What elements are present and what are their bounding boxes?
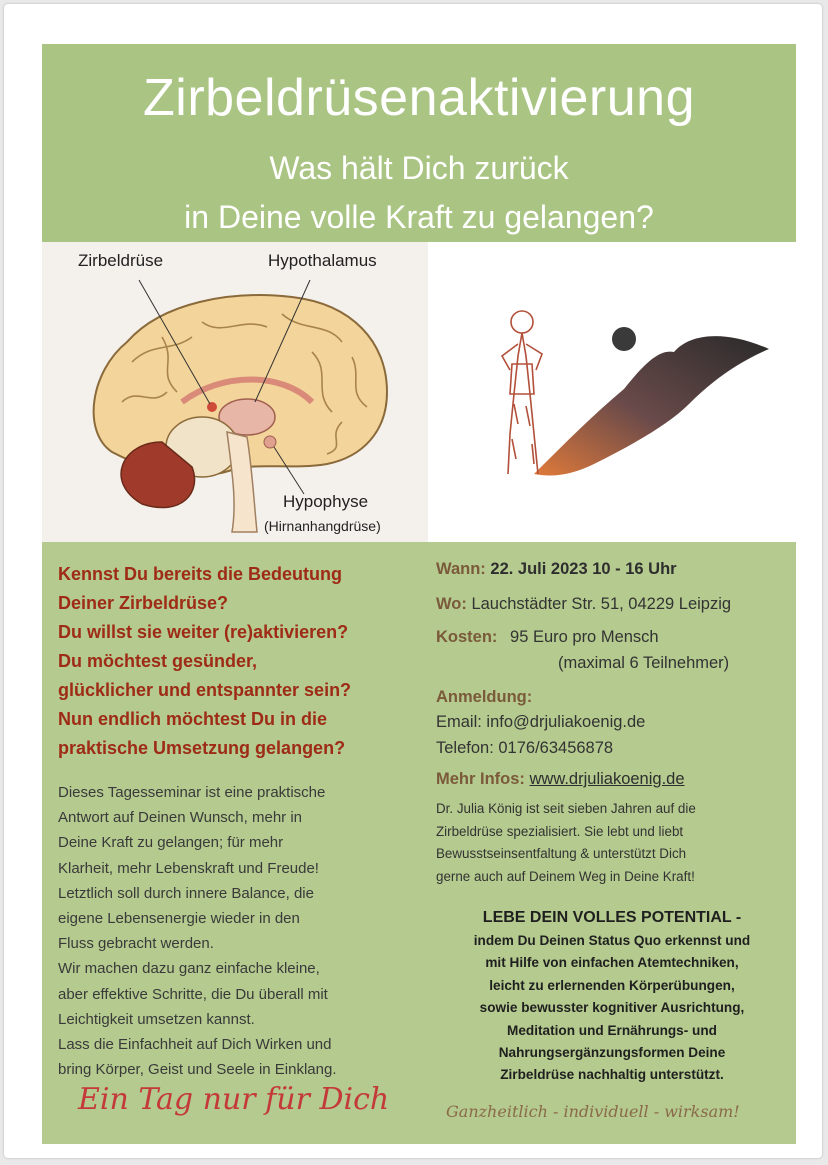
info-label: Mehr Infos: [436, 770, 525, 788]
potential-line: Zirbeldrüse nachhaltig unterstützt. [500, 1067, 724, 1083]
location-value: Lauchstädter Str. 51, 04229 Leipzig [471, 595, 732, 613]
description-line: Klarheit, mehr Lebenskraft und Freude! [58, 859, 319, 877]
potential-line: sowie bewusster kognitiver Ausrichtung, [479, 1000, 745, 1016]
cost-row [436, 628, 659, 647]
potential-line: Meditation und Ernährungs- und [507, 1022, 717, 1038]
description-line: Wir machen dazu ganz einfache kleine, [58, 960, 320, 978]
question-line: Du möchtest gesünder, [58, 651, 258, 671]
potential-line: mit Hilfe von einfachen Atemtechniken, [485, 955, 739, 971]
cost-value: 95 Euro pro Mensch [510, 628, 659, 646]
phone-contact[interactable]: Telefon: 0176/63456878 [436, 739, 614, 757]
tagline: Ein Tag nur für Dich [78, 1082, 390, 1117]
brain-diagram [42, 242, 428, 542]
subtitle-line-1: Was hält Dich zurück [269, 150, 569, 186]
location-row [436, 595, 731, 614]
description-line: Lass die Einfachheit auf Dich Wirken und [58, 1036, 332, 1054]
description-line: Antwort auf Deinen Wunsch, mehr in [58, 809, 303, 827]
question-line: Nun endlich möchtest Du in die [58, 709, 328, 729]
cost-label: Kosten: [436, 628, 498, 646]
seminar-description [58, 780, 418, 1082]
description-line: aber effektive Schritte, die Du überall mit [58, 985, 328, 1003]
description-line: bring Körper, Geist und Seele in Einklang. [58, 1061, 337, 1079]
header-banner [42, 44, 796, 242]
question-line: praktische Umsetzung gelangen? [58, 738, 346, 758]
description-line: Fluss gebracht werden. [58, 935, 214, 953]
potential-line: Nahrungsergänzungsformen Deine [498, 1045, 726, 1061]
right-details-panel [428, 542, 796, 1144]
label-pituitary: Hypophyse [283, 492, 369, 511]
label-pituitary-alt: (Hirnanhangdrüse) [264, 518, 381, 534]
bio-line: Dr. Julia König ist seit sieben Jahren auf die [436, 801, 696, 816]
date-row [436, 560, 677, 579]
cost-note: (maximal 6 Teilnehmer) [558, 654, 730, 672]
left-info-panel [42, 542, 428, 1144]
brain-illustration [42, 242, 428, 542]
question-line: Du willst sie weiter (re)aktivieren? [58, 622, 349, 642]
subtitle-line-2: in Deine volle Kraft zu gelangen? [184, 199, 654, 235]
description-line: Deine Kraft zu gelangen; für mehr [58, 834, 284, 852]
question-line: Kennst Du bereits die Bedeutung [58, 564, 343, 584]
potential-body [428, 930, 796, 1087]
bio-line: Zirbeldrüse spezialisiert. Sie lebt und liebt [436, 823, 684, 839]
bio-line: Bewusstseinsentfaltung & unterstützt Dich [436, 846, 687, 862]
description-line: Letztlich soll durch innere Balance, die [58, 884, 314, 902]
question-line: glücklicher und entspannter sein? [58, 680, 352, 700]
potential-section [428, 906, 796, 1087]
woman-shadow-illustration [474, 294, 784, 484]
question-line: Deiner Zirbeldrüse? [58, 593, 229, 613]
label-pineal-gland: Zirbeldrüse [78, 251, 164, 270]
question-list [58, 560, 428, 763]
author-bio [436, 798, 786, 888]
potential-line: indem Du Deinen Status Quo erkennst und [473, 933, 751, 948]
signup-label: Anmeldung: [436, 688, 533, 706]
email-contact[interactable]: Email: info@drjuliakoenig.de [436, 713, 646, 731]
website-link[interactable]: www.drjuliakoenig.de [529, 770, 685, 788]
date-label: Wann: [436, 560, 486, 578]
slogan: Ganzheitlich - individuell - wirksam! [446, 1102, 740, 1121]
location-label: Wo: [436, 595, 467, 613]
potential-heading: LEBE DEIN VOLLES POTENTIAL - [482, 909, 742, 926]
description-line: eigene Lebensenergie wieder in den [58, 910, 300, 928]
page-title: Zirbeldrüsenaktivierung [143, 69, 695, 127]
bio-line: gerne auch auf Deinem Weg in Deine Kraft! [436, 868, 695, 884]
flyer-page [4, 4, 822, 1158]
description-line: Leichtigkeit umsetzen kannst. [58, 1010, 255, 1028]
potential-line: leicht zu erlernenden Körperübungen, [489, 977, 735, 993]
date-value: 22. Juli 2023 10 - 16 Uhr [490, 560, 677, 578]
label-hypothalamus: Hypothalamus [268, 251, 377, 270]
description-line: Dieses Tagesseminar ist eine praktische [58, 784, 326, 801]
info-row [436, 770, 685, 789]
